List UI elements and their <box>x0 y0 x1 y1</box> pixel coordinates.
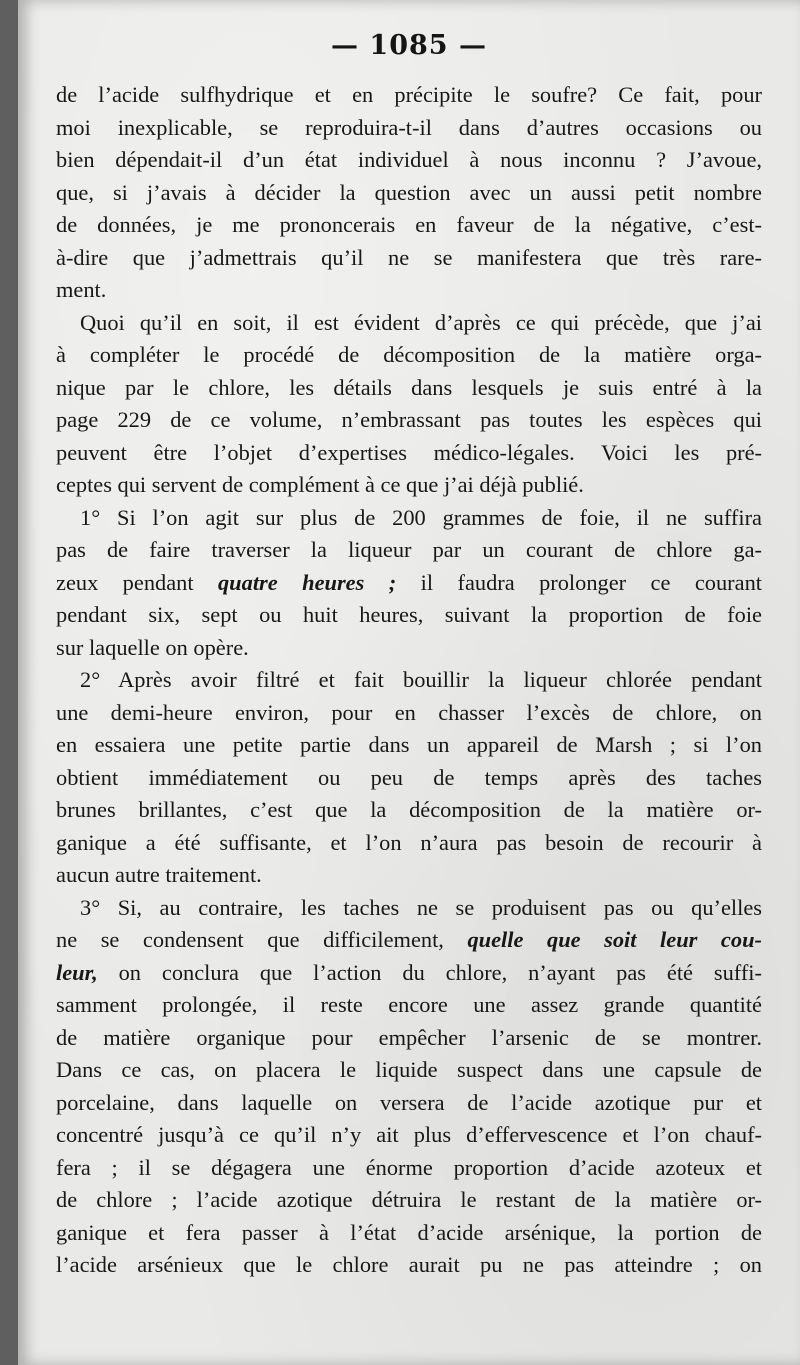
text-segment: ne se condensent que difficilement, <box>56 927 468 952</box>
text-line <box>56 469 762 502</box>
text-segment: ceptes qui servent de complément à ce que j’ai déjà publié. <box>56 472 584 497</box>
text-line <box>56 437 762 470</box>
text-line <box>56 989 762 1022</box>
text-line <box>56 274 762 307</box>
text-segment: il faudra prolonger ce courant <box>396 569 762 595</box>
text-segment: de données, je me prononcerais en faveur de la négative, c’est- <box>56 212 762 237</box>
text-segment: concentré jusqu’à ce qu’il n’y ait plus d’effervescence et l’on chauf- <box>56 1122 762 1147</box>
text-segment: sur laquelle on opère. <box>56 634 249 660</box>
emphasized-text: quelle que soit leur cou- <box>467 927 762 952</box>
text-segment: pas de faire traverser la liqueur par un courant de chlore ga- <box>56 537 762 562</box>
text-segment: ment. <box>56 277 107 302</box>
text-line <box>56 177 762 210</box>
text-line <box>56 1249 762 1282</box>
text-line <box>56 209 762 242</box>
text-segment: moi inexplicable, se reproduira-t-il dans d’autres occasions ou <box>56 114 762 140</box>
text-segment: bien dépendait-il d’un état individuel à nous inconnu ? J’avoue, <box>56 147 762 172</box>
text-line <box>56 502 762 535</box>
text-line <box>56 1119 762 1152</box>
text-segment: nique par le chlore, les détails dans lesquels je suis entré à la <box>56 374 762 400</box>
text-segment: 3° Si, au contraire, les taches ne se produisent pas ou qu’elles <box>80 894 762 920</box>
text-segment: à-dire que j’admettrais qu’il ne se manifestera que très rare- <box>56 244 762 270</box>
text-line <box>56 307 762 340</box>
text-line <box>56 567 762 600</box>
text-segment: aucun autre traitement. <box>56 862 262 887</box>
text-segment: ganique a été suffisante, et l’on n’aura pas besoin de recourir à <box>56 829 762 855</box>
text-line <box>56 79 762 112</box>
text-line <box>56 1217 762 1250</box>
page-number: — 1085 — <box>331 30 487 61</box>
emphasized-text: quatre heures ; <box>217 569 397 595</box>
text-segment: de l’acide sulfhydrique et en précipite le soufre? Ce fait, pour <box>56 82 762 107</box>
text-segment: ganique et fera passer à l’état d’acide arsénique, la portion de <box>56 1219 762 1245</box>
text-segment: pendant six, sept ou huit heures, suivant la proportion de foie <box>56 602 762 627</box>
text-segment: porcelaine, dans laquelle on versera de l’acide azotique pur et <box>56 1089 762 1115</box>
text-segment: zeux pendant <box>56 569 218 595</box>
text-segment: peuvent être l’objet d’expertises médico-légales. Voici les pré- <box>56 439 762 465</box>
text-line <box>56 1152 762 1185</box>
text-line <box>56 339 762 372</box>
text-segment: l’acide arsénieux que le chlore aurait pu ne pas atteindre ; on <box>56 1252 762 1277</box>
text-line <box>56 697 762 730</box>
text-line <box>56 827 762 860</box>
text-line <box>56 112 762 145</box>
text-line <box>56 372 762 405</box>
text-line <box>56 599 762 632</box>
text-line <box>56 404 762 437</box>
text-segment: page 229 de ce volume, n’embrassant pas toutes les espèces qui <box>56 407 762 432</box>
text-segment: de matière organique pour empêcher l’arsenic de se montrer. <box>56 1024 762 1050</box>
text-line <box>56 632 762 665</box>
text-segment: samment prolongée, il reste encore une assez grande quantité <box>56 992 762 1017</box>
text-segment: que, si j’avais à décider la question avec un aussi petit nombre <box>56 179 762 205</box>
text-line <box>56 534 762 567</box>
text-line <box>56 664 762 697</box>
text-segment: Quoi qu’il en soit, il est évident d’après ce qui précède, que j’ai <box>80 309 762 335</box>
text-segment: à compléter le procédé de décomposition de la matière orga- <box>56 342 762 367</box>
text-line <box>56 144 762 177</box>
text-segment: 2° Après avoir filtré et fait bouillir la liqueur chlorée pendant <box>80 667 762 692</box>
text-segment: brunes brillantes, c’est que la décomposition de la matière or- <box>56 797 762 822</box>
emphasized-text: leur, <box>56 959 98 985</box>
book-page <box>18 0 800 1365</box>
text-segment: une demi-heure environ, pour en chasser l’excès de chlore, on <box>56 699 762 725</box>
body-text <box>56 79 762 1282</box>
text-segment: Dans ce cas, on placera le liquide suspect dans une capsule de <box>56 1057 762 1082</box>
text-line <box>56 762 762 795</box>
text-line <box>56 1022 762 1055</box>
text-line <box>56 957 762 990</box>
text-segment: obtient immédiatement ou peu de temps après des taches <box>56 764 762 790</box>
text-segment: en essaiera une petite partie dans un appareil de Marsh ; si l’on <box>56 732 762 757</box>
text-line <box>56 1054 762 1087</box>
text-line <box>56 242 762 275</box>
text-line <box>56 859 762 892</box>
text-segment: de chlore ; l’acide azotique détruira le restant de la matière or- <box>56 1187 762 1212</box>
text-line <box>56 892 762 925</box>
text-segment: 1° Si l’on agit sur plus de 200 grammes de foie, il ne suffira <box>80 504 762 530</box>
text-line <box>56 924 762 957</box>
text-segment: fera ; il se dégagera une énorme proportion d’acide azoteux et <box>56 1154 762 1180</box>
text-segment: on conclura que l’action du chlore, n’ayant pas été suffi- <box>97 959 762 985</box>
text-line <box>56 729 762 762</box>
text-line <box>56 1184 762 1217</box>
text-line <box>56 1087 762 1120</box>
text-line <box>56 794 762 827</box>
